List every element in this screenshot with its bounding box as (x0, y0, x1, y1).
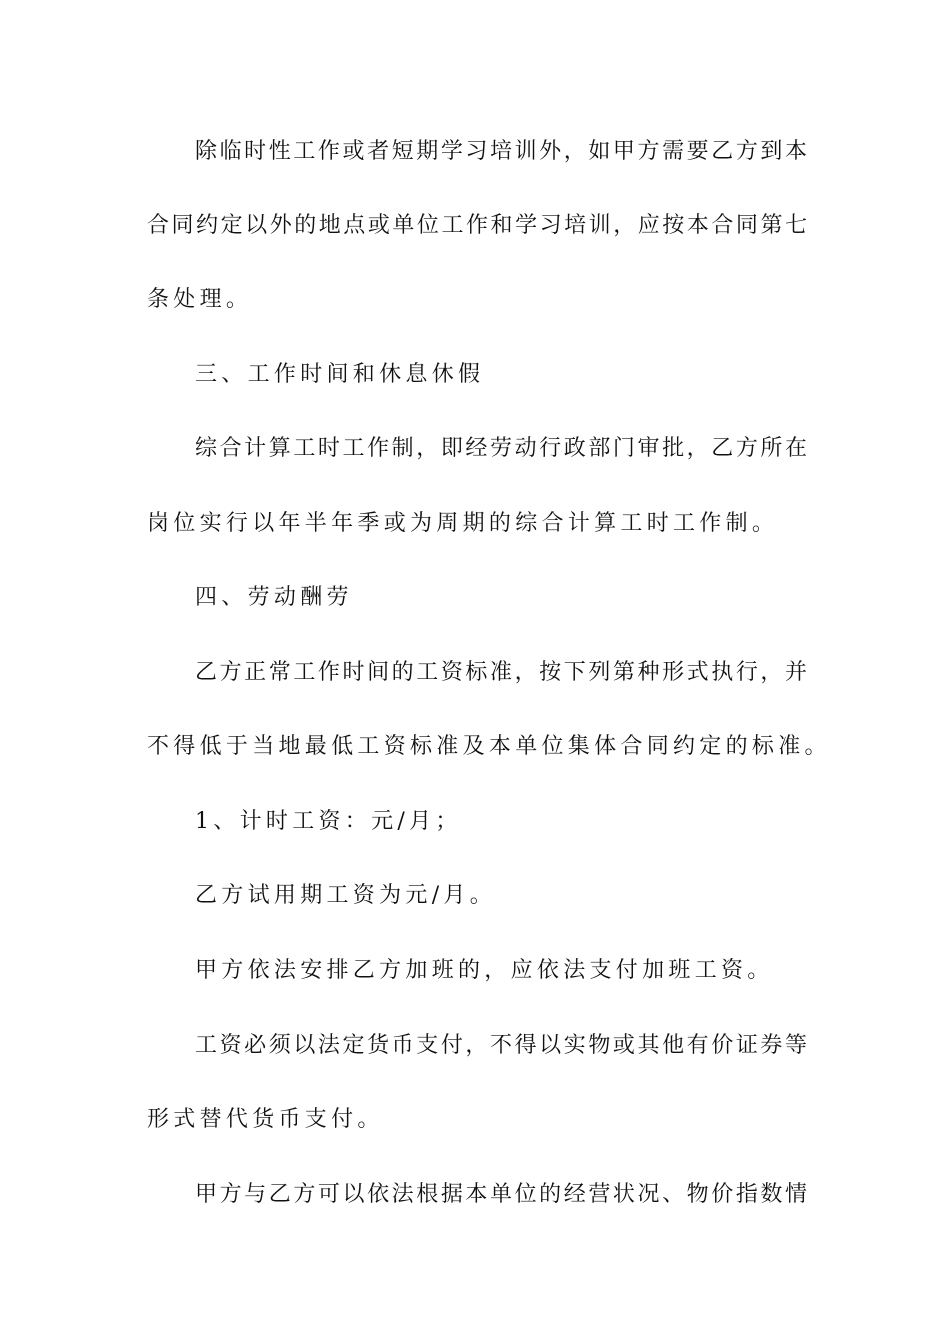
paragraph-line: 甲方依法安排乙方加班的，应依法支付加班工资。 (195, 958, 774, 983)
paragraph-line: 岗位实行以年半年季或为周期的综合计算工时工作制。 (147, 511, 779, 536)
section-heading: 三、工作时间和休息休假 (195, 362, 485, 387)
paragraph-line: 工资必须以法定货币支付，不得以实物或其他有价证券等 (195, 1033, 807, 1058)
paragraph-line: 1、计时工资：元/月； (195, 809, 462, 834)
paragraph-line: 除临时性工作或者短期学习培训外，如甲方需要乙方到本 (195, 139, 807, 164)
section-heading: 四、劳动酬劳 (195, 585, 353, 610)
paragraph-line: 合同约定以外的地点或单位工作和学习培训，应按本合同第七 (147, 213, 807, 238)
paragraph-line: 乙方正常工作时间的工资标准，按下列第种形式执行，并 (195, 660, 807, 685)
paragraph-line: 形式替代货币支付。 (147, 1107, 384, 1132)
paragraph-line: 甲方与乙方可以依法根据本单位的经营状况、物价指数情 (195, 1182, 807, 1207)
paragraph-line: 乙方试用期工资为元/月。 (195, 883, 497, 908)
paragraph-line: 不得低于当地最低工资标准及本单位集体合同约定的标准。 (147, 734, 831, 759)
paragraph-line: 综合计算工时工作制，即经劳动行政部门审批，乙方所在 (195, 436, 807, 461)
paragraph-line: 条处理。 (147, 287, 253, 312)
